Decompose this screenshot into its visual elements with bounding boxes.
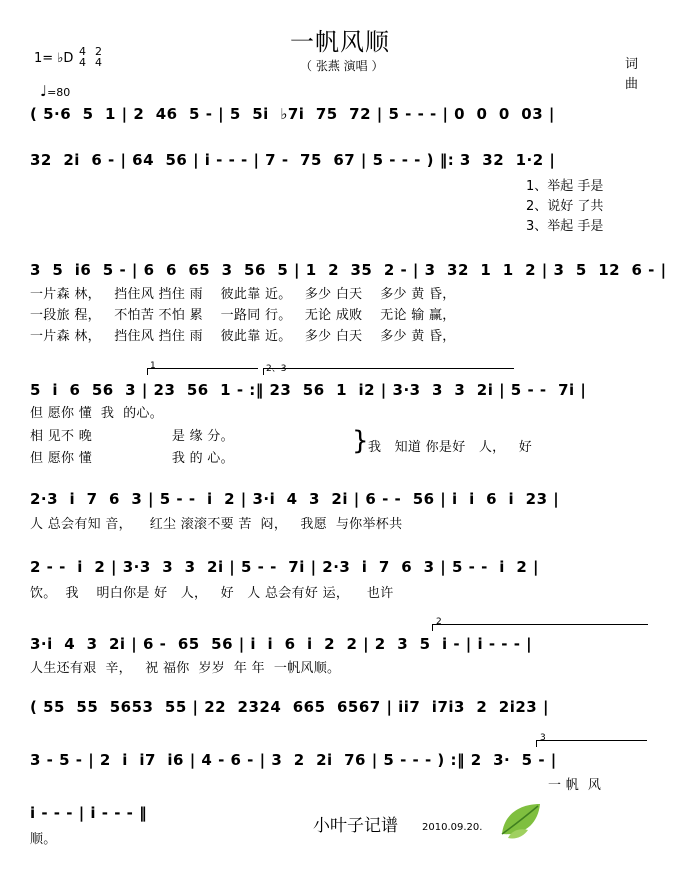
volta-bracket-3 [432,624,648,631]
chorus-start-lyric: 我 知道 你是好 人， 好 [368,440,533,455]
lyric-line-3b: 一段旅 程， 不怕苦 不怕 累 一路同 行。 无论 成败 无论 输 赢， [30,308,456,323]
staff-line-10: i - - - | i - - - ‖ [30,804,148,822]
staff-line-8: ( 55 55 5653 55 | 22 2324 665 6567 | ii7 i7i3 2 2i23 | [30,698,549,716]
staff-line-5: 2·3 i 7 6 3 | 5 - - i 2 | 3·i 4 3 2i | 6 - - 56 | i i 6 i 23 | [30,490,560,508]
volta-label-2: 2、3 [266,364,287,374]
lyric-line-3a: 一片森 林， 挡住风 挡住 雨 彼此靠 近。 多少 白天 多少 黄 昏， [30,287,456,302]
lyric-brace: } [352,426,369,456]
quarter-note-icon: ♩ [40,82,48,100]
volta-bracket-4 [536,740,647,747]
staff-line-4: 5 i 6 56 3 | 23 56 1 - :‖ 23 56 1 i2 | 3·3 3 3 2i | 5 - - 7i | [30,381,587,399]
staff-line-9: 3 - 5 - | 2 i i7 i6 | 4 - 6 - | 3 2 2i 76 | 5 - - - ) :‖ 2 3· 5 - | [30,751,557,769]
staff-line-7: 3·i 4 3 2i | 6 - 65 56 | i i 6 i 2 2 | 2 3 5 i - | i - - - | [30,635,533,653]
lyricist-label: 词 [625,57,639,72]
volta-bracket-2 [263,368,514,375]
volta-label-1: 1 [150,361,156,371]
lyric-line-4a: 但 愿你 懂 我 的心。 [30,406,163,421]
volta-label-3: 2 [436,617,442,627]
lyric-line-7: 人生还有艰 辛， 祝 福你 岁岁 年 年 一帆风顺。 [30,661,341,676]
lyric-line-3c: 一片森 林， 挡住风 挡住 雨 彼此靠 近。 多少 白天 多少 黄 昏， [30,329,456,344]
verse-intro-1: 1、举起 手是 [526,179,604,194]
lyric-line-6: 饮。 我 明白你是 好 人， 好 人 总会有好 运， 也许 [30,586,394,601]
staff-line-2: 32 2i 6 - | 64 56 | i - - - | 7 - 75 67 | 5 - - - ) ‖: 3 32 1·2 | [30,151,556,169]
transcription-date: 2010.09.20. [422,822,483,833]
verse-intro-2: 2、说好 了共 [526,199,604,214]
leaf-icon [498,800,544,840]
key-signature: 1= ♭D [34,51,74,66]
volta-label-4: 3 [540,733,546,743]
staff-line-1: ( 5·6 5 1 | 2 46 5 - | 5 5i ♭7i 75 72 | 5 - - - | 0 0 0 03 | [30,105,555,123]
lyric-line-9: 一 帆 风 [548,778,602,793]
tempo-marking: ♩=80 [40,82,71,100]
song-title: 一帆风顺 [290,28,390,56]
lyric-line-10: 顺。 [30,832,57,847]
transcriber-signature: 小叶子记谱 [313,816,398,836]
staff-line-6: 2 - - i 2 | 3·3 3 3 2i | 5 - - 7i | 2·3 i 7 6 3 | 5 - - i 2 | [30,558,540,576]
staff-line-3: 3 5 i6 5 - | 6 6 65 3 56 5 | 1 2 35 2 - | 3 32 1 1 2 | 3 5 12 6 - | [30,261,667,279]
lyric-line-5: 人 总会有知 音， 红尘 滚滚不要 苦 闷， 我愿 与你举杯共 [30,517,403,532]
lyric-line-4b: 相 见不 晚 是 缘 分。 [30,429,234,444]
volta-bracket-1 [147,368,258,375]
lyric-line-4c: 但 愿你 懂 我 的 心。 [30,451,234,466]
composer-label: 曲 [625,77,639,92]
time-signature-1: 4 4 [79,45,86,69]
verse-intro-3: 3、举起 手是 [526,219,604,234]
performer-subtitle: （ 张燕 演唱 ） [300,59,384,73]
time-signature-2: 2 4 [95,45,102,69]
